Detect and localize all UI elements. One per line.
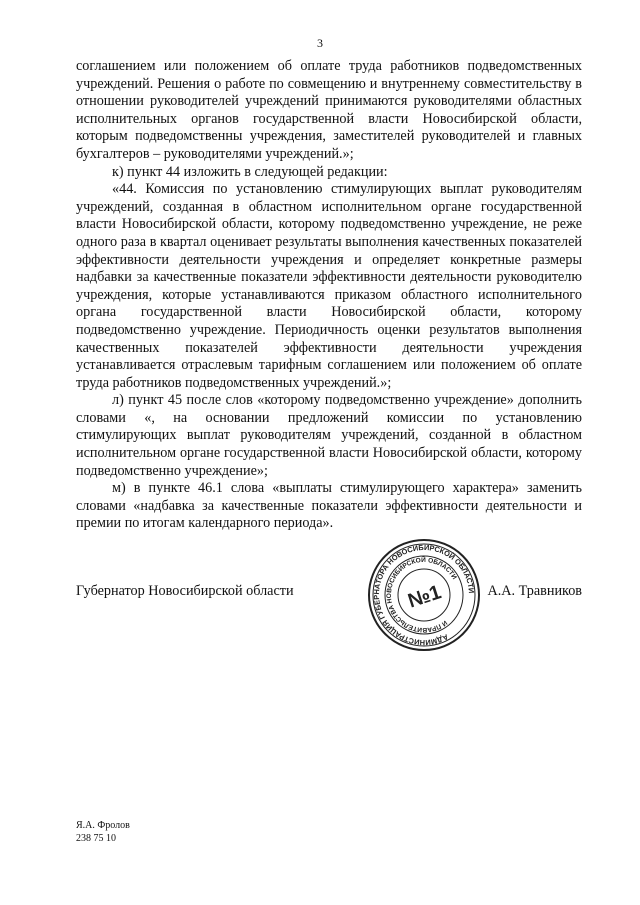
executor-block [76, 819, 130, 845]
document-body [76, 58, 582, 533]
signature-block [76, 583, 582, 605]
paragraph-item-k: к) пункт 44 изложить в следующей редакции: [112, 163, 388, 180]
page-number: 3 [317, 36, 323, 50]
seal-inner-text: И ПРАВИТЕЛЬСТВА НОВОСИБИРСКОЙ ОБЛАСТИ [385, 556, 458, 634]
paragraph-item-44: «44. Комиссия по установлению стимулирующих выплат руководителям учреждений, созданная в областном исполнительном органе государственной власти Новосибирской области, которому подведомственно учреждение, не реже одного раза в квартал оценивает результаты выполнения качественных показателей эффективности деятельности учреждения и определяет конкретные размеры надбавки за качественные показатели эффективности деятельности руководителю учреждения, которые устанавливаются приказом областного исполнительного органа государственной власти Новосибирской области, которому подведомственно учреждение. Периодичность оценки результатов выполнения качественных показателей эффективности деятельности учреждения устанавливается отраслевым тарифным соглашением или положением об оплате труда работников подведомственных учреждений.»; [76, 181, 582, 391]
seal-icon [366, 537, 482, 653]
signatory-title: Губернатор Новосибирской области [76, 583, 294, 599]
paragraph-continuation: соглашением или положением об оплате труда работников подведомственных учреждений. Решения о работе по совмещению и внутреннему совместительству в отношении руководителей учреждений принимаются руководителями областных исполнительных органов государственной власти Новосибирской области, которым подведомственны учреждения, заместителей руководителей и главных бухгалтеров – руководителями учреждений.»; [76, 58, 582, 162]
executor-phone: 238 75 10 [76, 833, 116, 844]
seal-number: №1 [405, 581, 444, 613]
seal-outer-text: АДМИНИСТРАЦИЯ ГУБЕРНАТОРА НОВОСИБИРСКОЙ ОБЛАСТИ [371, 542, 477, 648]
paragraph-item-m: м) в пункте 46.1 слова «выплаты стимулирующего характера» заменить словами «надбавка за качественные показатели эффективности деятельности и премии по итогам календарного периода». [76, 480, 582, 532]
executor-name: Я.А. Фролов [76, 820, 130, 831]
paragraph-item-l: л) пункт 45 после слов «которому подведомственно учреждение» дополнить словами «, на основании предложений комиссии по установлению стимулирующих выплат руководителям учреждений, созданной в областном исполнительном органе государственной власти Новосибирской области, которому подведомственно учреждение»; [76, 392, 582, 479]
signatory-name: А.А. Травников [487, 583, 582, 599]
official-seal-stamp [366, 537, 482, 653]
